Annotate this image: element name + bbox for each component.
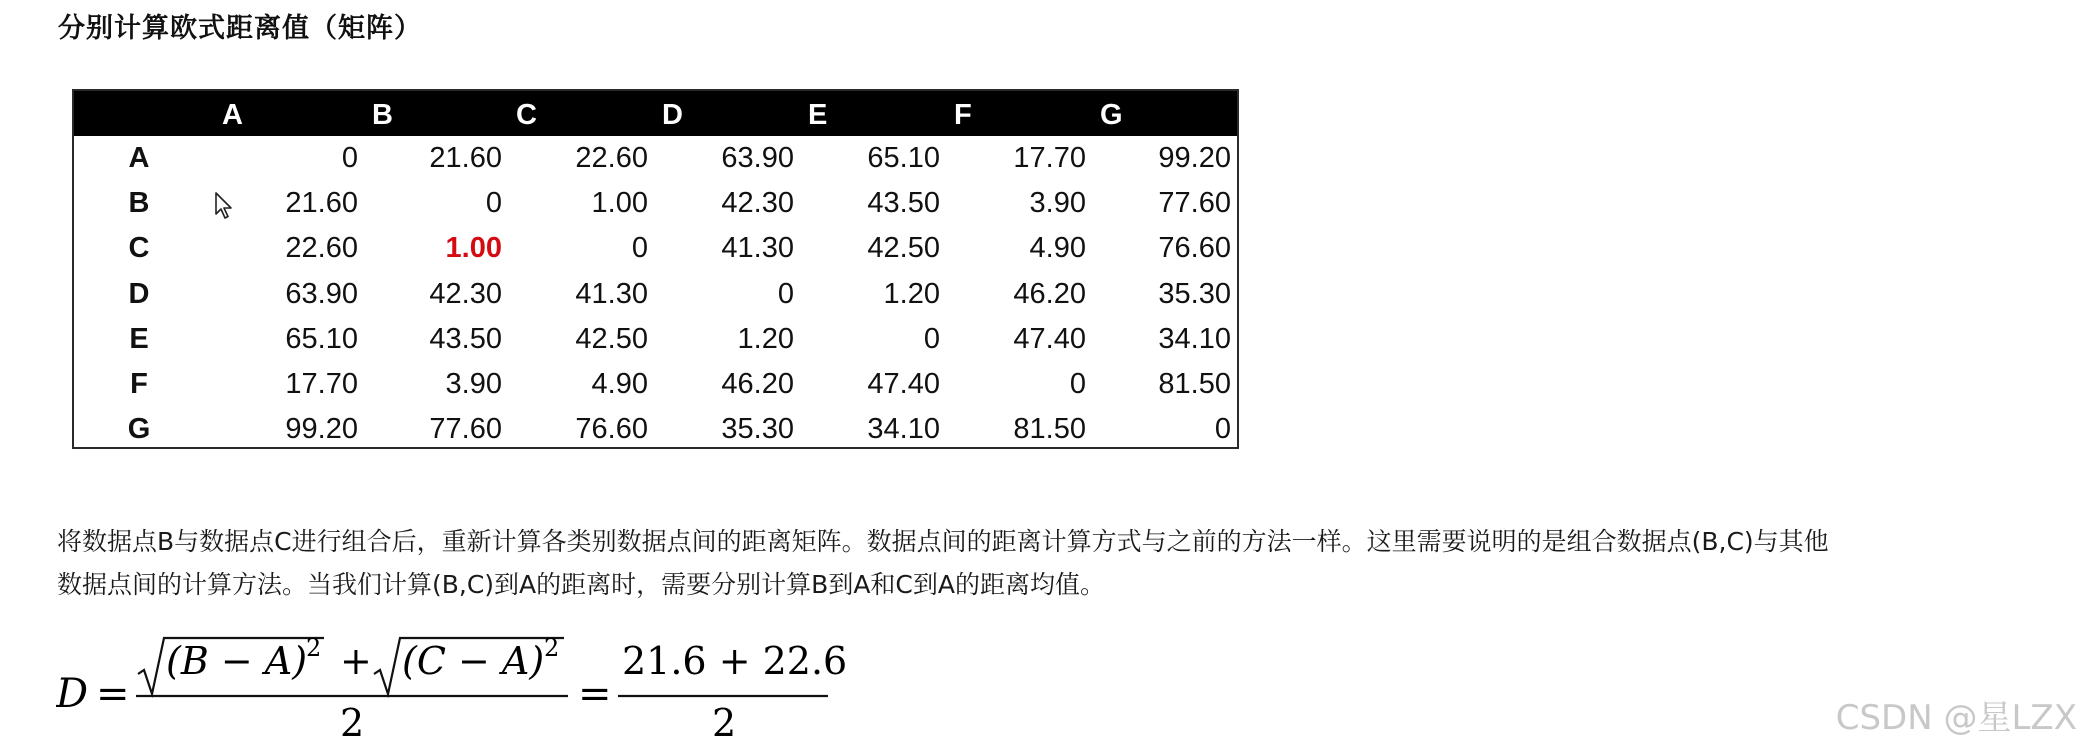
matrix-cell: 81.50 <box>1013 413 1086 446</box>
matrix-cell: 41.30 <box>575 277 648 310</box>
matrix-row-label: A <box>128 142 150 175</box>
matrix-cell: 0 <box>1069 368 1086 401</box>
matrix-row <box>74 181 1237 226</box>
matrix-row <box>74 136 1237 181</box>
matrix-cell: 3.90 <box>445 368 502 401</box>
matrix-row-label: D <box>128 277 150 310</box>
matrix-cell: 0 <box>1214 413 1231 446</box>
formula-exponent-2: 2 <box>544 634 560 662</box>
matrix-row <box>74 272 1237 317</box>
paragraph-line-1: 将数据点B与数据点C进行组合后，重新计算各类别数据点间的距离矩阵。数据点间的距离计算方式与之前的方法一样。这里需要说明的是组合数据点(B,C)与其他 <box>57 527 1829 556</box>
matrix-column-header: C <box>516 99 537 131</box>
matrix-row-label: C <box>128 232 150 265</box>
matrix-cell: 0 <box>485 187 502 220</box>
formula-plus: + <box>340 639 372 683</box>
matrix-cell: 42.50 <box>575 322 648 355</box>
matrix-cell: 1.20 <box>883 277 940 310</box>
matrix-cell: 1.00 <box>445 232 502 265</box>
matrix-cell: 41.30 <box>721 232 794 265</box>
matrix-cell: 77.60 <box>429 413 502 446</box>
matrix-row-label: B <box>128 187 150 220</box>
matrix-cell: 46.20 <box>721 368 794 401</box>
matrix-cell: 76.60 <box>1158 232 1231 265</box>
matrix-cell: 35.30 <box>1158 277 1231 310</box>
formula-term-1: (B − A) <box>166 639 308 683</box>
matrix-cell: 0 <box>631 232 648 265</box>
matrix-row <box>74 317 1237 362</box>
matrix-cell: 63.90 <box>285 277 358 310</box>
matrix-cell: 42.30 <box>721 187 794 220</box>
matrix-cell: 4.90 <box>591 368 648 401</box>
matrix-cell: 76.60 <box>575 413 648 446</box>
paragraph-line-2: 数据点间的计算方法。当我们计算(B,C)到A的距离时，需要分别计算B到A和C到A的距离均值。 <box>57 570 1105 599</box>
matrix-cell: 22.60 <box>285 232 358 265</box>
matrix-column-header: D <box>662 99 683 131</box>
formula-lhs: D <box>56 671 89 717</box>
matrix-row-label: G <box>127 413 151 446</box>
formula-term-2: (C − A) <box>402 639 545 683</box>
matrix-cell: 99.20 <box>285 413 358 446</box>
formula-exponent-1: 2 <box>306 634 322 662</box>
formula-numeric-denominator: 2 <box>712 701 737 742</box>
explanation-paragraph <box>57 520 2057 606</box>
section-heading: 分别计算欧式距离值（矩阵） <box>58 13 422 44</box>
matrix-row <box>74 407 1237 452</box>
matrix-cell: 3.90 <box>1029 187 1086 220</box>
matrix-cell: 65.10 <box>867 142 940 175</box>
matrix-cell: 0 <box>341 142 358 175</box>
matrix-cell: 0 <box>777 277 794 310</box>
matrix-cell: 34.10 <box>1158 322 1231 355</box>
matrix-cell: 65.10 <box>285 322 358 355</box>
matrix-cell: 42.50 <box>867 232 940 265</box>
matrix-cell: 46.20 <box>1013 277 1086 310</box>
matrix-cell: 99.20 <box>1158 142 1231 175</box>
matrix-cell: 43.50 <box>867 187 940 220</box>
matrix-row <box>74 226 1237 271</box>
distance-formula <box>56 630 856 742</box>
matrix-cell: 21.60 <box>429 142 502 175</box>
matrix-cell: 63.90 <box>721 142 794 175</box>
matrix-cell: 1.20 <box>737 322 794 355</box>
matrix-cell: 22.60 <box>575 142 648 175</box>
matrix-column-header: G <box>1100 99 1123 131</box>
formula-denominator-1: 2 <box>340 701 365 742</box>
matrix-column-header: F <box>954 99 972 131</box>
matrix-cell: 17.70 <box>1013 142 1086 175</box>
matrix-cell: 1.00 <box>591 187 648 220</box>
matrix-cell: 47.40 <box>867 368 940 401</box>
matrix-header-row <box>74 91 1237 136</box>
matrix-cell: 35.30 <box>721 413 794 446</box>
matrix-cell: 47.40 <box>1013 322 1086 355</box>
matrix-corner-cell <box>74 91 214 136</box>
matrix-cell: 81.50 <box>1158 368 1231 401</box>
matrix-cell: 77.60 <box>1158 187 1231 220</box>
matrix-column-header: A <box>222 99 243 131</box>
matrix-cell: 43.50 <box>429 322 502 355</box>
mouse-pointer-icon <box>214 192 236 220</box>
formula-equals-1: = <box>96 671 130 717</box>
matrix-cell: 4.90 <box>1029 232 1086 265</box>
matrix-cell: 42.30 <box>429 277 502 310</box>
matrix-cell: 34.10 <box>867 413 940 446</box>
matrix-column-header: B <box>372 99 393 131</box>
matrix-cell: 21.60 <box>285 187 358 220</box>
matrix-row <box>74 362 1237 407</box>
csdn-watermark: CSDN @星LZX <box>1835 698 2077 738</box>
matrix-cell: 0 <box>923 322 940 355</box>
matrix-column-header: E <box>808 99 828 131</box>
matrix-row-label: E <box>129 322 149 355</box>
formula-equals-2: = <box>578 671 612 717</box>
formula-numeric-numerator: 21.6 + 22.6 <box>622 639 848 683</box>
matrix-cell: 17.70 <box>285 368 358 401</box>
matrix-row-label: F <box>130 368 148 401</box>
distance-matrix-table <box>72 89 1239 449</box>
